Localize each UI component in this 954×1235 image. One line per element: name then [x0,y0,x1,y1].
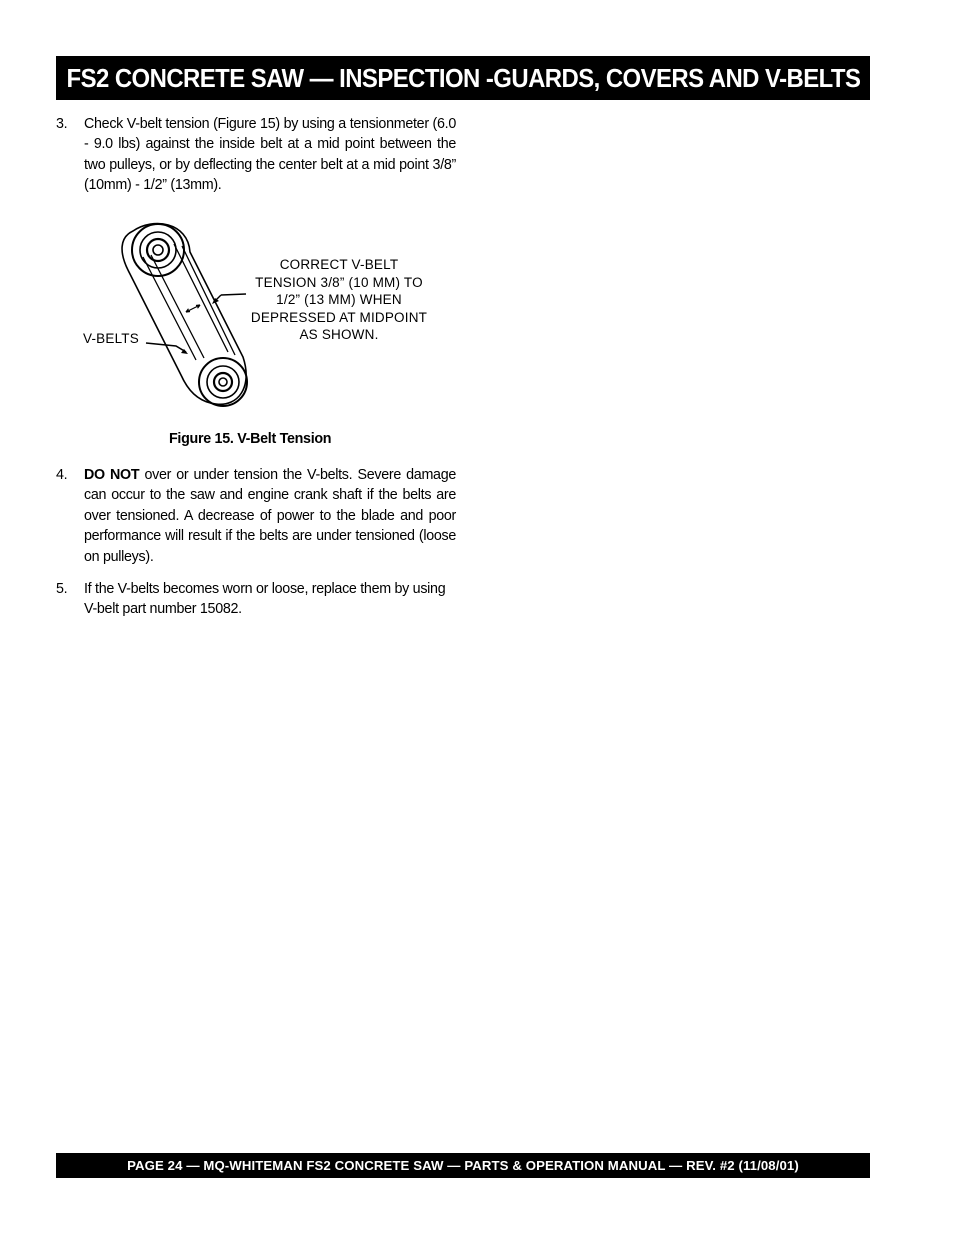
tension-callout [236,256,442,344]
item-number: 5. [56,581,68,597]
emphasis-text: DO NOT [84,467,140,483]
callout-line: DEPRESSED AT MIDPOINT [250,309,428,325]
callout-line: TENSION 3/8” (10 MM) TO [255,274,423,290]
instruction-item-5 [56,579,456,620]
page-header [56,56,870,100]
item-body-text: over or under tension the V-belts. Severe damage can occur to the saw and engine crank shaft if the belts are over tensioned. A decrease of power to the blade and poor performance will result if the belts are under tensioned (loose on pulleys). [84,467,457,565]
v-belt-tension-figure [78,212,448,412]
instruction-item-3 [56,114,456,196]
page-title: FS2 CONCRETE SAW — INSPECTION -GUARDS, COVERS AND V-BELTS [66,62,860,93]
v-belts-label: V-BELTS [83,331,139,346]
item-text [84,465,456,567]
page-footer [56,1153,870,1178]
callout-line: AS SHOWN. [299,327,379,342]
footer-text: PAGE 24 — MQ-WHITEMAN FS2 CONCRETE SAW — PARTS & OPERATION MANUAL — REV. #2 (11/08/01) [127,1158,799,1173]
figure-caption: Figure 15. V-Belt Tension [169,431,332,447]
item-number: 4. [56,467,68,483]
item-number: 3. [56,116,68,132]
instruction-item-4 [56,465,456,567]
item-text: If the V-belts becomes worn or loose, replace them by using V-belt part number 15082. [84,581,446,618]
callout-line: 1/2” (13 MM) WHEN [276,292,402,307]
item-text: Check V-belt tension (Figure 15) by using a tensionmeter (6.0 - 9.0 lbs) against the inside belt at a mid point between the two pulleys, or by deflecting the center belt at a mid point 3/8” (10mm) - 1/2” (13mm). [84,116,456,194]
callout-line: CORRECT V-BELT [279,257,399,272]
